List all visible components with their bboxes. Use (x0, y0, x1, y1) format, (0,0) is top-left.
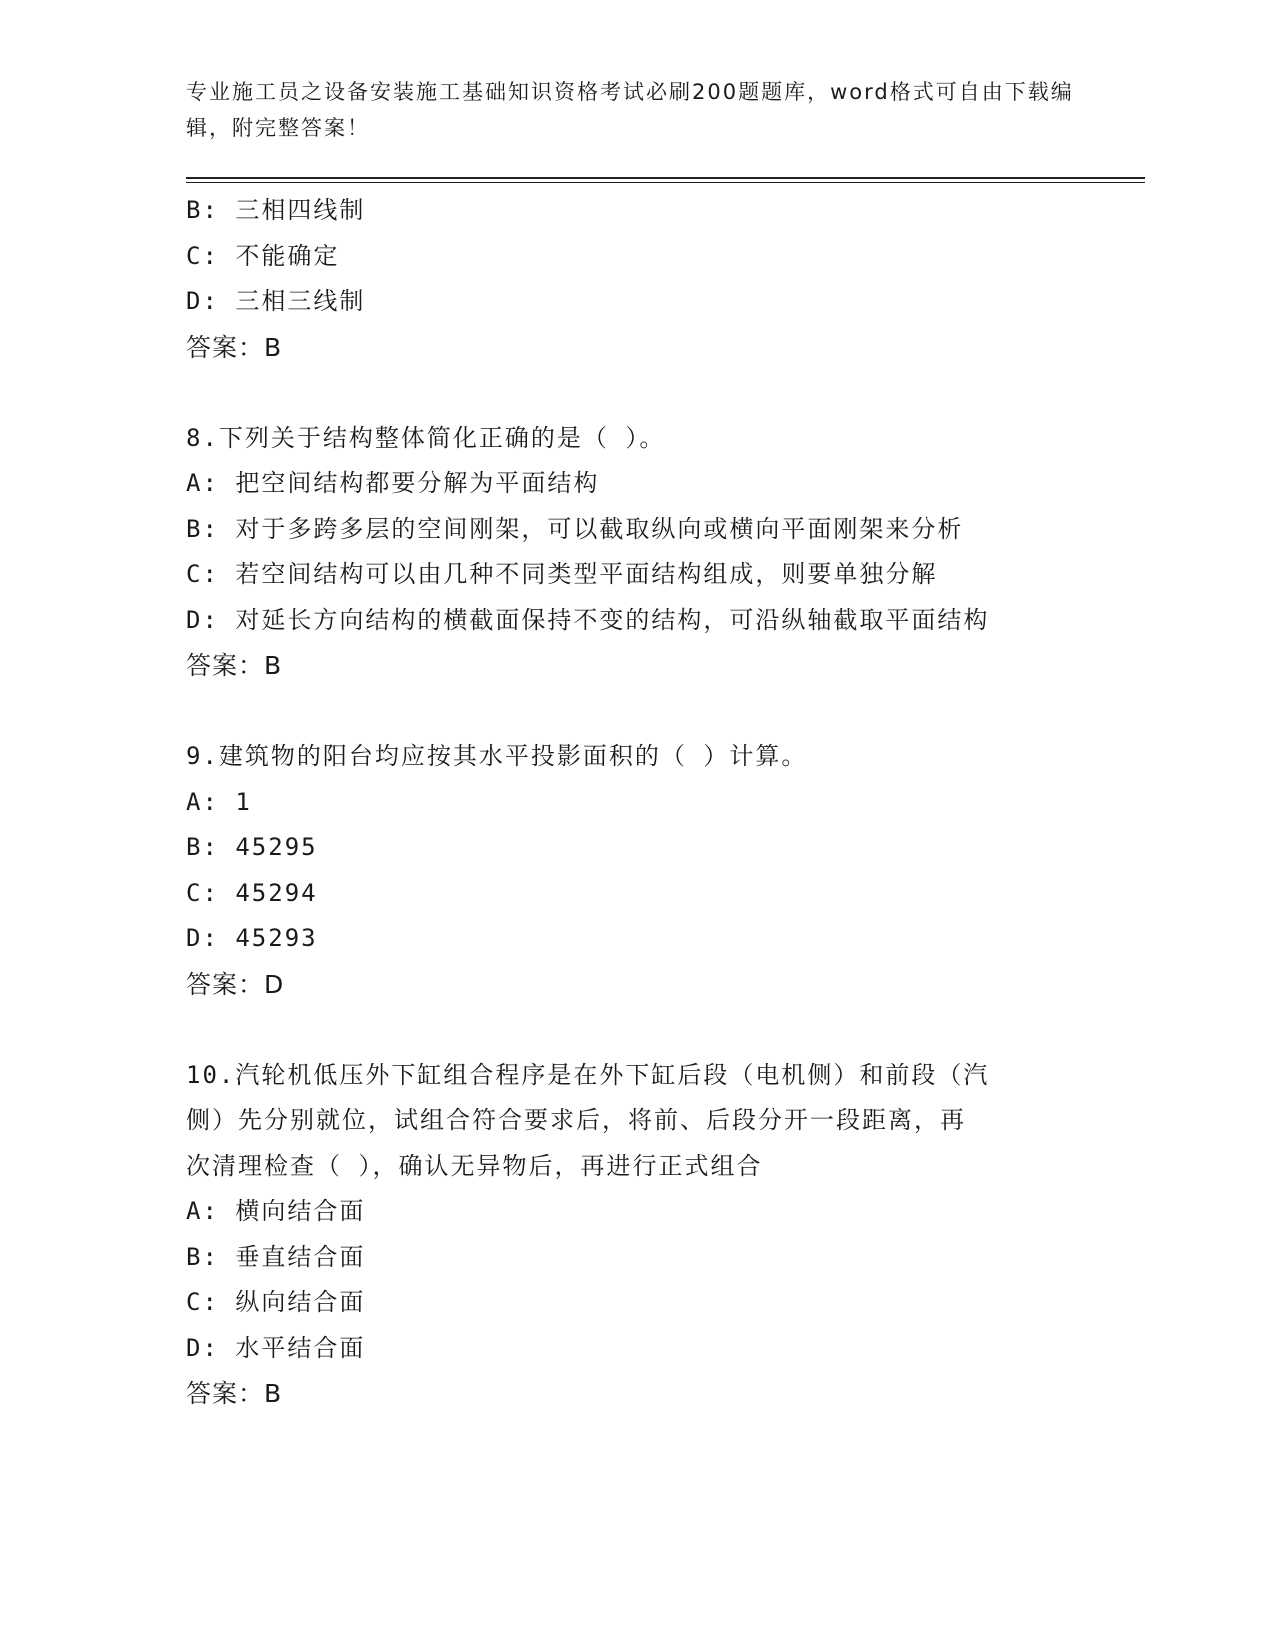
q7-option-c: C: 不能确定 (186, 241, 340, 270)
q8-answer: 答案：B (186, 651, 283, 680)
q8-stem: 8.下列关于结构整体简化正确的是（ ）。 (186, 423, 666, 452)
q9-option-d: D: 45293 (186, 924, 318, 952)
q9-stem: 9.建筑物的阳台均应按其水平投影面积的（ ）计算。 (186, 742, 808, 770)
q8-option-a: A: 把空间结构都要分解为平面结构 (186, 469, 600, 497)
question-list (186, 188, 1086, 1417)
spacer (186, 1007, 1086, 1053)
spacer (186, 689, 1086, 735)
q10-stem-line-2: 侧）先分别就位，试组合符合要求后，将前、后段分开一段距离，再 (186, 1106, 966, 1134)
q8-option-c: C: 若空间结构可以由几种不同类型平面结构组成，则要单独分解 (186, 560, 938, 588)
q10-answer: 答案：B (186, 1379, 283, 1408)
q9-answer: 答案：D (186, 969, 285, 999)
q10-option-d: D: 水平结合面 (186, 1333, 366, 1362)
question-7 (186, 188, 1086, 370)
header-divider-thin (186, 182, 1145, 183)
question-10 (186, 1053, 1086, 1417)
q10-option-a: A: 横向结合面 (186, 1197, 366, 1225)
q10-stem-line-3: 次清理检查（ ），确认无异物后，再进行正式组合 (186, 1151, 763, 1180)
question-9 (186, 734, 1086, 1007)
q9-option-c: C: 45294 (186, 878, 318, 907)
q7-answer: 答案：B (186, 332, 283, 362)
q10-option-b: B: 垂直结合面 (186, 1242, 366, 1271)
q9-option-b: B: 45295 (186, 833, 318, 861)
question-8 (186, 416, 1086, 689)
q7-option-b: B: 三相四线制 (186, 196, 366, 224)
q8-option-d: D: 对延长方向结构的横截面保持不变的结构，可沿纵轴截取平面结构 (186, 605, 990, 634)
q7-option-d: D: 三相三线制 (186, 287, 366, 315)
q10-stem-line-1: 10.汽轮机低压外下缸组合程序是在外下缸后段（电机侧）和前段（汽 (186, 1060, 990, 1089)
document-header: 专业施工员之设备安装施工基础知识资格考试必刷200题题库，word格式可自由下载编辑，附完整答案！ (186, 80, 1074, 140)
q9-option-a: A: 1 (186, 787, 252, 816)
q8-option-b: B: 对于多跨多层的空间刚架，可以截取纵向或横向平面刚架来分析 (186, 514, 964, 543)
spacer (186, 370, 1086, 416)
header-divider-thick (186, 177, 1145, 179)
q10-option-c: C: 纵向结合面 (186, 1288, 366, 1316)
